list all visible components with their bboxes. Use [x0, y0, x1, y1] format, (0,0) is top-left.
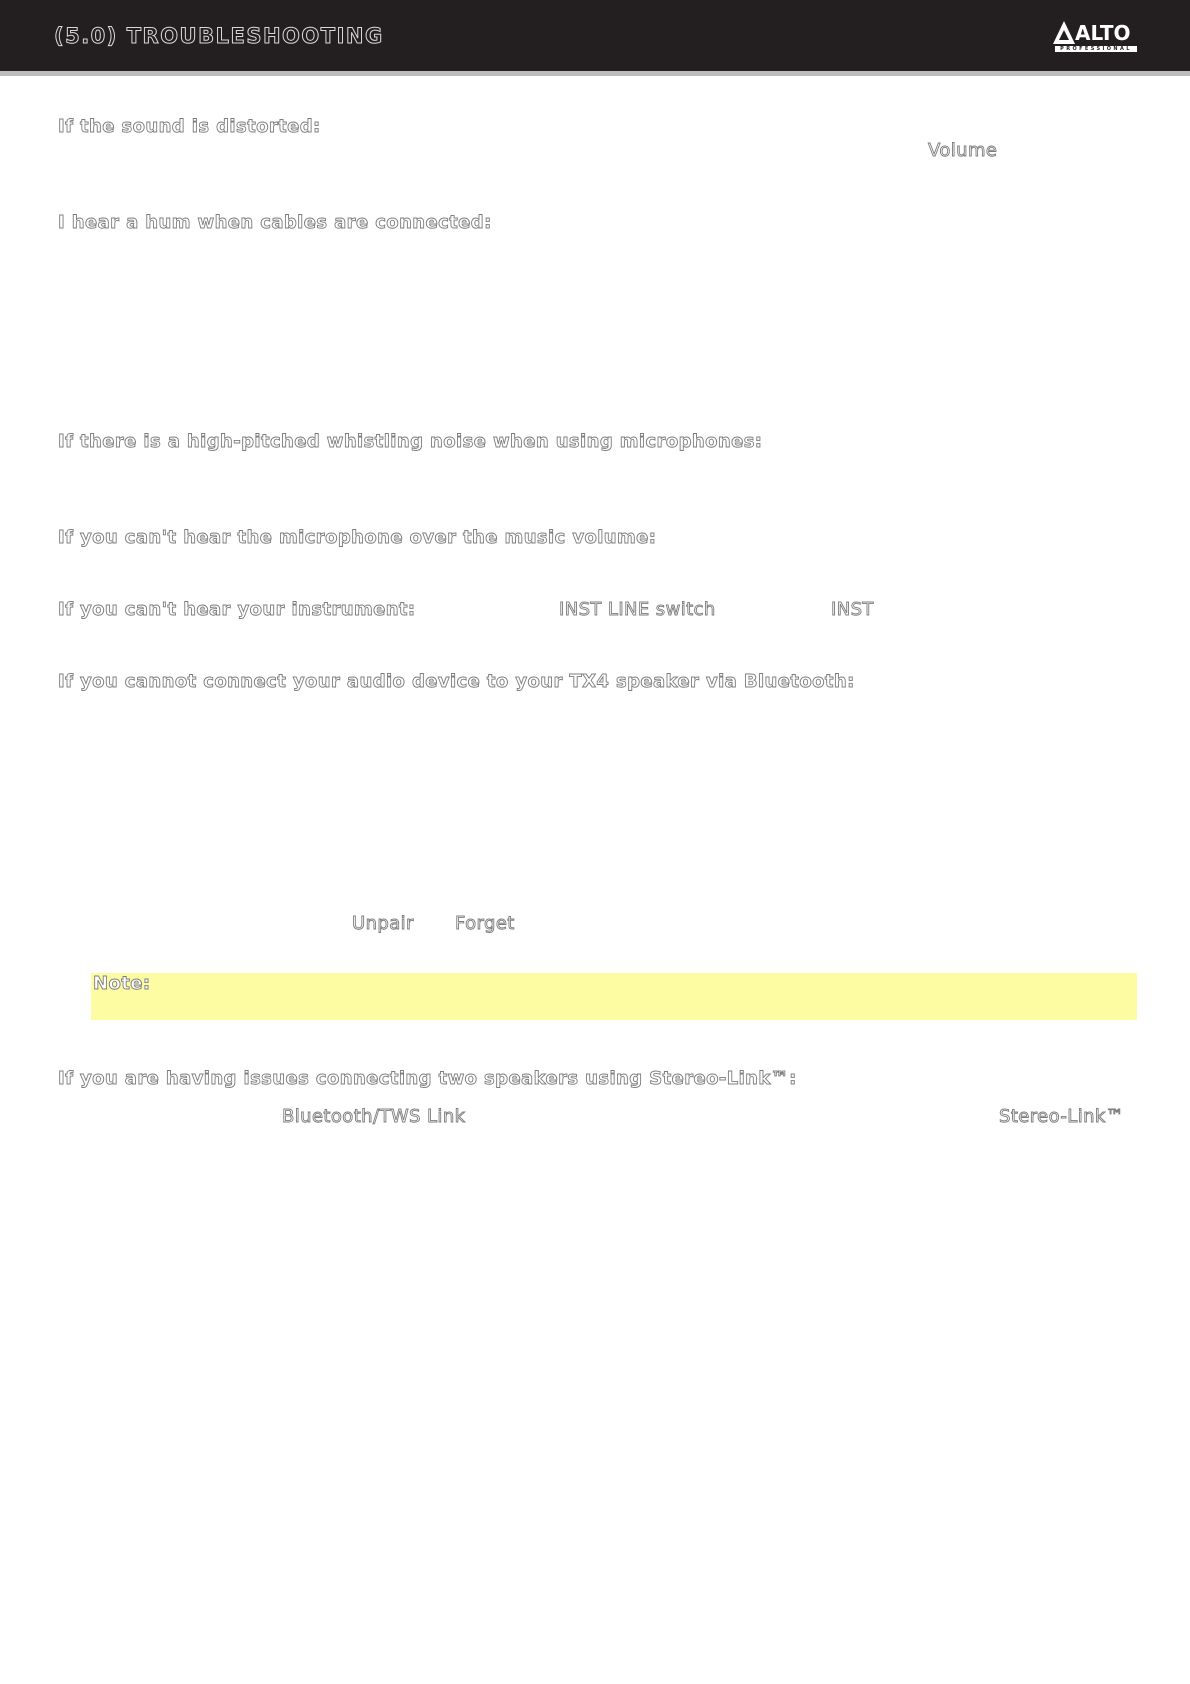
- note-label: Note:: [93, 973, 151, 994]
- term-unpair: Unpair: [352, 913, 414, 934]
- heading-stereo-link: If you are having issues connecting two speakers using Stereo-Link™:: [58, 1068, 797, 1089]
- term-inst: INST: [831, 599, 874, 620]
- logo-wordmark: ALTO: [1075, 21, 1131, 45]
- heading-bluetooth-connect: If you cannot connect your audio device to your TX4 speaker via Bluetooth:: [58, 671, 855, 692]
- note-callout: [91, 973, 1137, 1020]
- term-forget: Forget: [455, 913, 515, 934]
- term-inst-line-switch: INST LINE switch: [559, 599, 716, 620]
- heading-sound-distorted: If the sound is distorted:: [58, 116, 321, 137]
- logo-subtext: PROFESSIONAL: [1055, 46, 1137, 52]
- heading-hum-cables: I hear a hum when cables are connected:: [58, 212, 492, 233]
- heading-whistling-noise: If there is a high-pitched whistling noise when using microphones:: [58, 431, 763, 452]
- alto-professional-logo: [1053, 21, 1137, 51]
- term-volume: Volume: [928, 140, 998, 161]
- heading-mic-over-music: If you can't hear the microphone over the music volume:: [58, 527, 657, 548]
- section-title: (5.0) TROUBLESHOOTING: [54, 24, 384, 48]
- alto-triangle-icon: [1053, 21, 1075, 45]
- heading-instrument: If you can't hear your instrument:: [58, 599, 416, 620]
- term-stereo-link: Stereo-Link™: [999, 1106, 1125, 1127]
- term-bluetooth-tws-link: Bluetooth/TWS Link: [282, 1106, 466, 1127]
- page-header: [0, 0, 1190, 76]
